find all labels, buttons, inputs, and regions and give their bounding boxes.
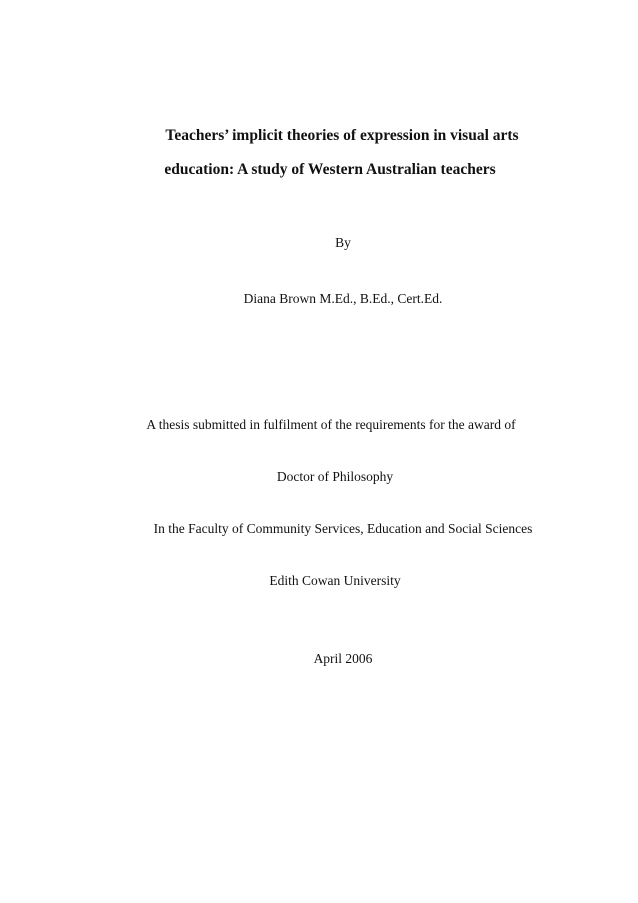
submission-statement: A thesis submitted in fulfilment of the requirements for the award of	[146, 417, 516, 432]
degree-name: Doctor of Philosophy	[276, 469, 394, 484]
thesis-title-line-2: education: A study of Western Australian teachers	[164, 161, 496, 178]
submission-date: April 2006	[313, 651, 373, 666]
university-name: Edith Cowan University	[269, 573, 401, 588]
thesis-title-line-1: Teachers’ implicit theories of expression in visual arts	[165, 127, 519, 144]
byline: By	[335, 235, 351, 250]
author-name: Diana Brown M.Ed., B.Ed., Cert.Ed.	[243, 291, 443, 306]
faculty-name: In the Faculty of Community Services, Education and Social Sciences	[153, 521, 533, 536]
